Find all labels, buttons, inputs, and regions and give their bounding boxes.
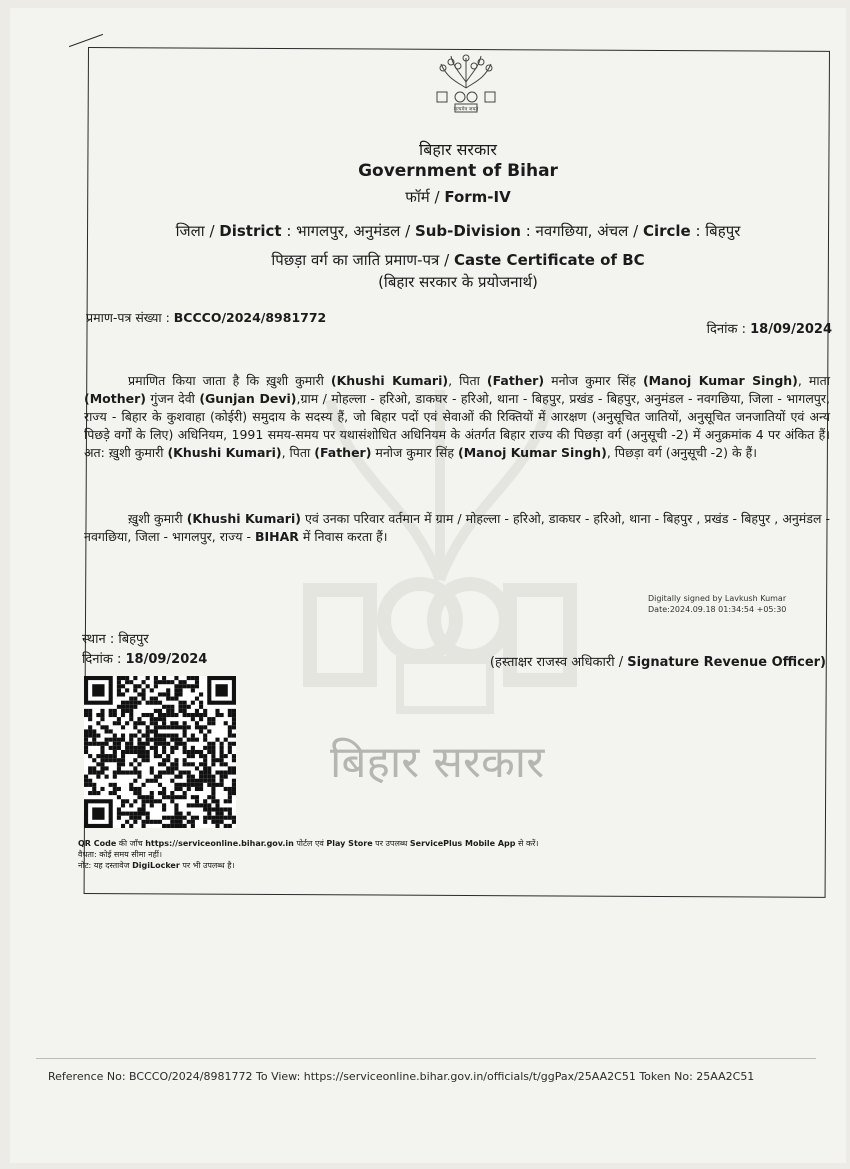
digital-signature xyxy=(648,593,786,615)
issue-date-value: 18/09/2024 xyxy=(750,322,832,337)
p1-father-en: (Manoj Kumar Singh) xyxy=(642,373,798,388)
residence-paragraph xyxy=(84,510,830,546)
p1-mother-en: (Gunjan Devi) xyxy=(199,391,297,406)
certificate-title xyxy=(88,250,828,270)
place-line xyxy=(82,630,207,650)
qr-line1-part: पर उपलब्ध xyxy=(372,839,410,848)
p1-text: गुंजन देवी xyxy=(145,391,200,406)
date-line xyxy=(82,650,207,670)
qr-line1-part: पोर्टल एवं xyxy=(293,839,327,848)
signature-officer-en: Signature Revenue Officer) xyxy=(627,655,826,670)
p2-state: BIHAR xyxy=(254,529,299,544)
cert-number-label: प्रमाण-पत्र संख्या : xyxy=(86,310,174,325)
qr-line3-part: DigiLocker xyxy=(132,861,180,870)
qr-line3 xyxy=(78,860,538,871)
date-value: 18/09/2024 xyxy=(125,652,208,667)
p1-father-label: (Father) xyxy=(314,445,372,460)
date-label: दिनांक : xyxy=(82,652,126,667)
p1-father-label: (Father) xyxy=(486,373,545,388)
p1-text: , माता xyxy=(797,373,830,388)
qr-line1-part: की जाँच xyxy=(116,839,146,848)
p1-text: मनोज कुमार सिंह xyxy=(371,445,458,460)
certification-paragraph xyxy=(84,372,830,462)
circle-en: Circle xyxy=(642,222,691,240)
qr-verification-info xyxy=(78,838,538,871)
p1-text: मनोज कुमार सिंह xyxy=(544,373,643,388)
p1-text: , पिता xyxy=(281,445,315,460)
dsig-line1: Digitally signed by Lavkush Kumar xyxy=(648,594,787,603)
qr-code[interactable] xyxy=(84,676,236,828)
subdiv-val: : नवगछिया, अंचल / xyxy=(520,222,643,240)
cert-title-hi: पिछड़ा वर्ग का जाति प्रमाण-पत्र / xyxy=(271,251,454,269)
form-en: Form-IV xyxy=(444,188,511,206)
issue-date xyxy=(707,319,832,337)
cert-title-en: Caste Certificate of BC xyxy=(453,251,645,269)
qr-line3-part: पर भी उपलब्ध है। xyxy=(179,861,235,870)
certificate-number xyxy=(86,309,326,326)
p2-text: एवं उनका परिवार वर्तमान में ग्राम / मोहल्ला - हरिओ, डाकघर - हरिओ, थाना - बिहपुर , प्रखंड - बिहपुर , अनुमंडल - नवगछिया, जिला - भागलपुर, राज्य - xyxy=(84,511,830,544)
district-val: : भागलपुर, अनुमंडल / xyxy=(281,222,415,240)
district-hi: जिला / xyxy=(175,222,220,240)
place-value: बिहपुर xyxy=(118,632,149,647)
emblem-label: सत्यमेव जयते xyxy=(453,106,479,113)
issue-date-label: दिनांक : xyxy=(706,322,751,337)
p1-name-en: (Khushi Kumari) xyxy=(330,373,449,388)
p1-text: , पिता xyxy=(448,373,487,388)
p1-text: प्रमाणित किया जाता है कि ख़ुशी कुमारी xyxy=(128,373,331,388)
district-en: District xyxy=(219,222,282,240)
cert-number-value: BCCCO/2024/8981772 xyxy=(173,310,327,325)
subdiv-en: Sub-Division xyxy=(414,222,521,240)
p2-text: ख़ुशी कुमारी xyxy=(128,511,187,526)
signature-officer-hi: (हस्ताक्षर राजस्व अधिकारी / xyxy=(489,655,628,670)
qr-line1-part: ServicePlus Mobile App xyxy=(409,839,516,848)
p1-father-en: (Manoj Kumar Singh) xyxy=(458,445,607,460)
signature-officer xyxy=(490,652,826,670)
watermark-text: बिहार सरकार xyxy=(330,737,545,788)
qr-line1-part: से करें। xyxy=(515,839,539,848)
p2-text: में निवास करता हैं। xyxy=(298,529,388,544)
qr-verify-link[interactable]: https://serviceonline.bihar.gov.in xyxy=(145,839,294,848)
form-title xyxy=(88,187,828,207)
dsig-line2: Date:2024.09.18 01:34:54 +05:30 xyxy=(648,605,787,614)
p1-mother-label: (Mother) xyxy=(84,391,146,406)
p1-text: ,ग्राम / मोहल्ला - हरिओ, डाकघर - हरिओ, थाना - बिहपुर, प्रखंड - बिहपुर, अनुमंडल - नवगछिया, जिला - भागलपुर, राज्य - बिहार के कुशवाहा (कोईरी) समुदाय के सदस्य हैं, जो बिहार पदों एवं सेवाओं की रिक्तियों में आरक्षण (अनुसूचित जातियों, अनुसूचित जनजातियों एवं अन्य पिछड़े वर्गों के लिए) अधिनियम, 1991 समय-समय पर यथासंशोधित अधिनियम के अंतर्गत बिहार राज्य की पिछड़ा वर्ग (अनुसूची -2) में अनुक्रमांक 4 पर अंकित हैं। अत: ख़ुशी कुमारी xyxy=(84,391,830,460)
title-hindi: बिहार सरकार xyxy=(419,140,497,159)
bihar-emblem-icon xyxy=(433,52,499,114)
form-sep: / xyxy=(429,188,445,206)
district-line xyxy=(88,222,828,240)
footer-divider xyxy=(36,1058,816,1059)
qr-line1 xyxy=(78,838,538,849)
qr-line3-part: नोट: यह दस्तावेज xyxy=(78,861,133,870)
purpose-line: (बिहार सरकार के प्रयोजनार्थ) xyxy=(378,273,538,291)
p2-name-en: (Khushi Kumari) xyxy=(186,511,301,526)
qr-line1-part: Play Store xyxy=(326,839,373,848)
form-hi: फॉर्म xyxy=(405,188,430,206)
title-english: Government of Bihar xyxy=(358,161,558,181)
place-label: स्थान : xyxy=(82,632,119,647)
qr-line1-part: QR Code xyxy=(78,839,117,848)
circle-val: : बिहपुर xyxy=(690,222,741,240)
place-date-block xyxy=(82,630,207,670)
p1-name-en: (Khushi Kumari) xyxy=(167,445,282,460)
reference-footer: Reference No: BCCCO/2024/8981772 To View: https://serviceonline.bihar.gov.in/officials/t/ggPax/25AA2C51 Token No: 25AA2C51 xyxy=(48,1070,755,1083)
p1-text: , पिछड़ा वर्ग (अनुसूची -2) के हैं। xyxy=(606,445,757,460)
qr-line2: वैधता: कोई समय सीमा नहीं। xyxy=(78,850,162,859)
